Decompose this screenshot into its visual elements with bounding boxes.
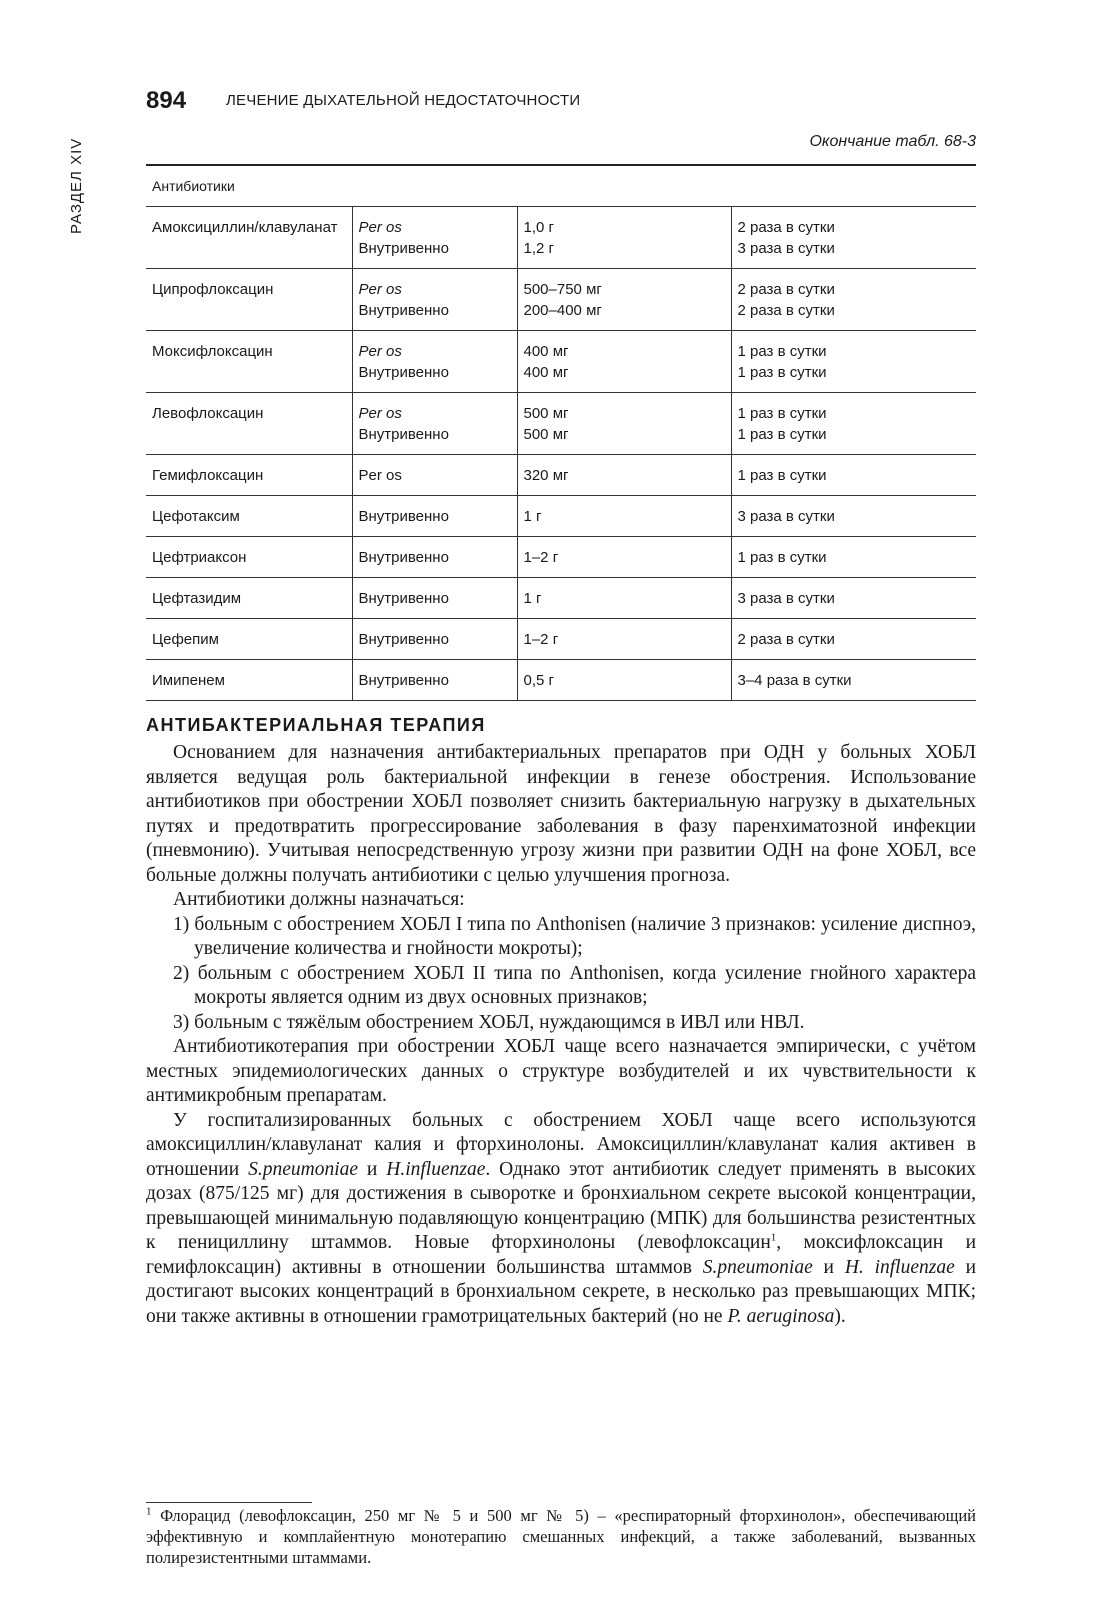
- text-run: . Однако этот антибиотик следует применять в высоких дозах (875/125 мг) для достижения в сыворотке и бронхиальном секрете высокой концентрации, превышающей минимальную подавляющую концентрацию (МПК) для большинства резистентных к пенициллину штаммов. Новые фторхинолоны (левофлоксацин: [146, 1158, 976, 1253]
- route-cell: [352, 269, 517, 331]
- drug-name-text: Цефтазидим: [152, 590, 242, 607]
- footnote: [146, 1505, 976, 1568]
- table-row: [146, 455, 976, 496]
- dose-text: 1–2 г: [523, 631, 559, 648]
- paragraph: Антибиотикотерапия при обострении ХОБЛ чаще всего назначается эмпирически, с учётом местных эпидемиологических данных о структуре возбудителей и их чувствительности к антимикробным препаратам.: [146, 1036, 976, 1106]
- drug-name-cell: [146, 619, 352, 660]
- indication-list: [146, 913, 976, 1036]
- dose-text: 0,5 г: [523, 672, 554, 689]
- table-row: [146, 537, 976, 578]
- route-text: Внутривенно: [358, 631, 449, 648]
- dose-cell: [517, 269, 731, 331]
- dose-cell: [517, 207, 731, 269]
- table-row: [146, 269, 976, 331]
- dose-cell: [517, 331, 731, 393]
- running-head: ЛЕЧЕНИЕ ДЫХАТЕЛЬНОЙ НЕДОСТАТОЧНОСТИ: [226, 92, 581, 109]
- frequency-text: 3–4 раза в сутки: [737, 672, 852, 689]
- table-row: [146, 496, 976, 537]
- drug-name-cell: [146, 207, 352, 269]
- text-run: и: [812, 1256, 845, 1278]
- species-name: S.pneumoniae: [248, 1158, 359, 1180]
- table-row: [146, 578, 976, 619]
- frequency-text: 3 раза в сутки: [737, 508, 835, 525]
- table-group-label: Антибиотики: [152, 178, 235, 194]
- dose-text: 1 г: [523, 590, 542, 607]
- route-text: Per os: [358, 343, 402, 360]
- frequency-text: 3 раза в сутки: [737, 240, 835, 257]
- frequency-cell: [731, 455, 976, 496]
- route-cell: [352, 578, 517, 619]
- drug-name-text: Цефтриаксон: [152, 549, 247, 566]
- text-run: , моксифлоксацин и гемифлоксацин) активны в отношении большинства штаммов: [146, 1232, 977, 1278]
- drug-name-text: Цефотаксим: [152, 508, 240, 525]
- dose-cell: [517, 393, 731, 455]
- frequency-text: 2 раза в сутки: [737, 219, 835, 236]
- route-text: Внутривенно: [358, 549, 449, 566]
- dose-cell: [517, 578, 731, 619]
- drug-name-text: Имипенем: [152, 672, 225, 689]
- list-item: 2) больным с обострением ХОБЛ II типа по Anthonisen, когда усиление гнойного характера мокроты является одним из двух основных признаков;: [173, 962, 976, 1008]
- text-run: У госпитализированных больных с обострением ХОБЛ чаще всего используются амоксициллин/клавуланат калия и фторхинолоны. Амоксициллин/клавуланат калия активен в отношении: [146, 1109, 976, 1180]
- dose-text: 500–750 мг: [523, 281, 602, 298]
- route-text: Внутривенно: [358, 672, 449, 689]
- dose-text: 500 мг: [523, 405, 569, 422]
- footnote-divider: [146, 1502, 312, 1503]
- route-text: Per os: [358, 281, 402, 298]
- species-name: H. influenzae: [844, 1256, 955, 1278]
- route-cell: [352, 455, 517, 496]
- frequency-cell: [731, 660, 976, 701]
- drug-name-text: Ципрофлоксацин: [152, 281, 274, 298]
- route-cell: [352, 619, 517, 660]
- route-text: Per os: [358, 219, 402, 236]
- frequency-text: 1 раз в сутки: [737, 405, 827, 422]
- frequency-cell: [731, 269, 976, 331]
- table-row: [146, 393, 976, 455]
- dose-cell: [517, 537, 731, 578]
- section-heading: АНТИБАКТЕРИАЛЬНАЯ ТЕРАПИЯ: [146, 715, 486, 735]
- table-row: [146, 207, 976, 269]
- route-cell: [352, 537, 517, 578]
- frequency-text: 1 раз в сутки: [737, 343, 827, 360]
- frequency-text: 1 раз в сутки: [737, 364, 827, 381]
- paragraph: Антибиотики должны назначаться:: [173, 889, 465, 910]
- table-row: [146, 660, 976, 701]
- dose-text: 400 мг: [523, 343, 569, 360]
- drug-name-cell: [146, 393, 352, 455]
- antibiotics-table: [146, 164, 976, 701]
- paragraph: Основанием для назначения антибактериальных препаратов при ОДН у больных ХОБЛ является ведущая роль бактериальной инфекции в генезе обострения. Использование антибиотиков при обострении ХОБЛ позволяет снизить бактериальную нагрузку в дыхательных путях и предотвратить прогрессирование заболевания в фазу паренхиматозной инфекции (пневмонию). Учитывая непосредственную угрозу жизни при развитии ОДН на фоне ХОБЛ, все больные должны получать антибиотики с целью улучшения прогноза.: [146, 742, 976, 886]
- dose-text: 400 мг: [523, 364, 569, 381]
- route-text: Per os: [358, 405, 402, 422]
- drug-name-text: Левофлоксацин: [152, 405, 264, 422]
- frequency-text: 3 раза в сутки: [737, 590, 835, 607]
- drug-name-text: Амоксициллин/клавуланат: [152, 219, 338, 236]
- route-text: Per os: [358, 467, 402, 484]
- drug-name-cell: [146, 455, 352, 496]
- text-run: ).: [834, 1305, 846, 1327]
- route-cell: [352, 207, 517, 269]
- table-row: [146, 619, 976, 660]
- list-item: 1) больным с обострением ХОБЛ I типа по Anthonisen (наличие 3 признаков: усиление диспноэ, увеличение количества и гнойности мокроты);: [173, 913, 976, 959]
- route-text: Внутривенно: [358, 426, 449, 443]
- drug-name-cell: [146, 496, 352, 537]
- table-row: [146, 331, 976, 393]
- list-item: 3) больным с тяжёлым обострением ХОБЛ, нуждающимся в ИВЛ или НВЛ.: [173, 1011, 805, 1033]
- frequency-text: 1 раз в сутки: [737, 467, 827, 484]
- species-name: S.pneumoniae: [702, 1256, 813, 1278]
- text-run: и: [358, 1158, 387, 1180]
- paragraph: [146, 1109, 976, 1330]
- frequency-cell: [731, 537, 976, 578]
- dose-text: 1,0 г: [523, 219, 554, 236]
- frequency-text: 1 раз в сутки: [737, 426, 827, 443]
- route-cell: [352, 660, 517, 701]
- species-name: H.influenzae: [386, 1158, 486, 1180]
- frequency-text: 2 раза в сутки: [737, 302, 835, 319]
- table-group-header-row: [146, 165, 976, 207]
- dose-cell: [517, 455, 731, 496]
- table-caption: Окончание табл. 68-3: [809, 133, 976, 150]
- drug-name-text: Моксифлоксацин: [152, 343, 273, 360]
- frequency-cell: [731, 393, 976, 455]
- footnote-ref: 1: [770, 1231, 777, 1244]
- dose-text: 1,2 г: [523, 240, 554, 257]
- dose-cell: [517, 619, 731, 660]
- frequency-cell: [731, 619, 976, 660]
- body-text: [146, 741, 976, 1329]
- frequency-text: 2 раза в сутки: [737, 281, 835, 298]
- dose-text: 200–400 мг: [523, 302, 602, 319]
- table-group-header: [146, 165, 976, 207]
- dose-cell: [517, 496, 731, 537]
- drug-name-cell: [146, 660, 352, 701]
- frequency-cell: [731, 578, 976, 619]
- dose-text: 320 мг: [523, 467, 569, 484]
- route-cell: [352, 331, 517, 393]
- frequency-text: 1 раз в сутки: [737, 549, 827, 566]
- species-name: P. aeruginosa: [727, 1305, 835, 1327]
- dose-text: 1–2 г: [523, 549, 559, 566]
- route-cell: [352, 393, 517, 455]
- section-side-label: РАЗДЕЛ XIV: [68, 137, 85, 234]
- text-run: и достигают высоких концентраций в бронхиальном секрете, в несколько раз превышающих МПК; они также активны в отношении грамотрицательных бактерий (но не: [146, 1256, 977, 1327]
- dose-text: 1 г: [523, 508, 542, 525]
- footnote-text: Флорацид (левофлоксацин, 250 мг № 5 и 500 мг № 5) – «респираторный фторхинолон», обеспечивающий эффективную и комплайентную монотерапию смешанных инфекций, а также заболеваний, вызванных полирезистентными штаммами.: [146, 1506, 976, 1567]
- drug-name-cell: [146, 578, 352, 619]
- dose-text: 500 мг: [523, 426, 569, 443]
- route-text: Внутривенно: [358, 302, 449, 319]
- frequency-cell: [731, 331, 976, 393]
- route-text: Внутривенно: [358, 508, 449, 525]
- page-number: 894: [146, 87, 187, 114]
- drug-name-cell: [146, 537, 352, 578]
- frequency-text: 2 раза в сутки: [737, 631, 835, 648]
- frequency-cell: [731, 207, 976, 269]
- frequency-cell: [731, 496, 976, 537]
- route-text: Внутривенно: [358, 364, 449, 381]
- footnote-mark: 1: [146, 1505, 152, 1518]
- route-text: Внутривенно: [358, 590, 449, 607]
- drug-name-cell: [146, 269, 352, 331]
- drug-name-text: Гемифлоксацин: [152, 467, 264, 484]
- dose-cell: [517, 660, 731, 701]
- route-cell: [352, 496, 517, 537]
- route-text: Внутривенно: [358, 240, 449, 257]
- drug-name-text: Цефепим: [152, 631, 219, 648]
- drug-name-cell: [146, 331, 352, 393]
